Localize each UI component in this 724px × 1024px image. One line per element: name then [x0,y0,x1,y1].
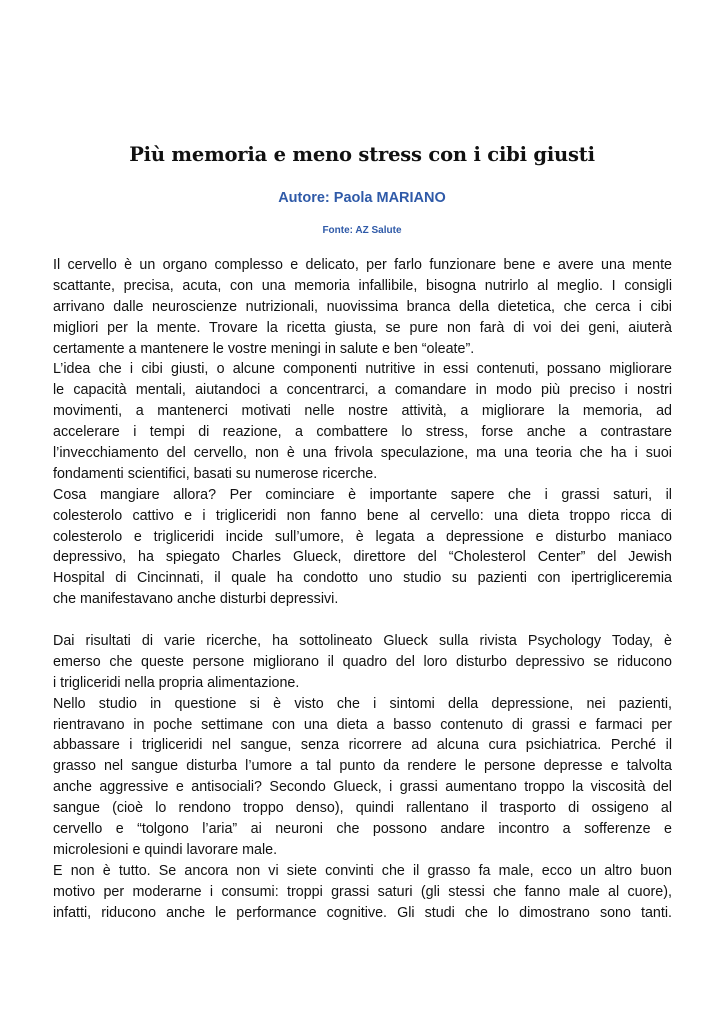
body-line: migliori per la mente. Trovare la ricetta giusta, se pure non farà di voi dei geni, aiuterà [53,319,672,336]
source-line: Fonte: AZ Salute [322,225,402,236]
body-line: sangue (cioè lo rendono troppo denso), quindi rallentano il trasporto di ossigeno al [53,800,672,817]
paragraph-gap [53,610,672,631]
body-line: infatti, riducono anche le performance cognitive. Gli studi che lo dimostrano sono tanti. [53,904,672,921]
body-line: rientravano in poche settimane con una dieta a basso contenuto di grassi e farmaci per [53,716,672,733]
body-line: che manifestavano anche disturbi depressivi. [53,591,339,608]
body-line: l’invecchiamento del cervello, non è una frivola speculazione, ma una teoria che ha i suoi [53,445,672,462]
body-line: fondamenti scientifici, basati su numerose ricerche. [53,465,378,482]
body-line: anche aggressive e antisociali? Secondo Glueck, i grassi aumentano troppo la viscosità del [53,779,672,796]
body-line: Nello studio in questione si è visto che i sintomi della depressione, nei pazienti, [53,695,672,712]
body-line: scattante, precisa, acuta, con una memoria infallibile, bisogna nutrirlo al meglio. I consigli [53,277,672,294]
author-line: Autore: Paola MARIANO [278,190,446,206]
document-title: Più memoria e meno stress con i cibi giusti [129,143,595,166]
body-line: Il cervello è un organo complesso e delicato, per farlo funzionare bene e avere una mente [53,257,672,273]
body-line: Dai risultati di varie ricerche, ha sottolineato Glueck sulla rivista Psychology Today, è [53,633,672,650]
body-line: i trigliceridi nella propria alimentazione. [53,674,300,691]
body-line: depressivo, ha spiegato Charles Glueck, direttore del “Cholesterol Center” del Jewish [53,549,672,566]
body-line: colesterolo e trigliceridi incide sull’umore, è legata a depressione e disturbo maniaco [53,528,672,545]
body-line: certamente a mantenere le vostre meningi in salute e ben “oleate”. [53,340,475,357]
body-line: cervello e “tolgono l’aria” ai neuroni che possono andare incontro a sofferenze e [53,821,672,838]
body-line: accelerare i tempi di reazione, a combattere lo stress, forse anche a contrastare [53,424,672,441]
body-line: grasso nel sangue disturba l’umore a tal punto da rendere le persone depresse e talvolta [53,758,672,775]
article-body [53,255,672,924]
body-line: microlesioni e quindi lavorare male. [53,841,278,858]
body-line: movimenti, a mantenerci motivati nelle nostre attività, a migliorare la memoria, ad [53,403,672,420]
body-line: le capacità mentali, aiutandoci a concentrarci, a comandare in modo più preciso i nostri [53,382,672,399]
body-line: E non è tutto. Se ancora non vi siete convinti che il grasso fa male, ecco un altro buon [53,862,672,879]
body-line: abbassare i trigliceridi nel sangue, senza ricorrere ad alcuna cura psichiatrica. Perché il [53,737,672,754]
body-line: Hospital di Cincinnati, il quale ha condotto uno studio su pazienti con ipertrigliceremia [53,570,672,587]
body-line: emerso che queste persone migliorano il quadro del loro disturbo depressivo se riducono [53,653,672,670]
body-line: arrivano dalle neuroscienze nutrizionali, nuovissima branca della dietetica, che cerca i cibi [53,298,672,315]
body-line: Cosa mangiare allora? Per cominciare è importante sapere che i grassi saturi, il [53,486,672,503]
body-line: L’idea che i cibi giusti, o alcune componenti nutritive in essi contenuti, possano migliorare [53,361,672,378]
body-line: motivo per moderarne i consumi: troppi grassi saturi (gli stessi che fanno male al cuore), [53,883,672,900]
body-line: colesterolo cattivo e i trigliceridi non fanno bene al cervello: una dieta troppo ricca di [53,507,672,524]
